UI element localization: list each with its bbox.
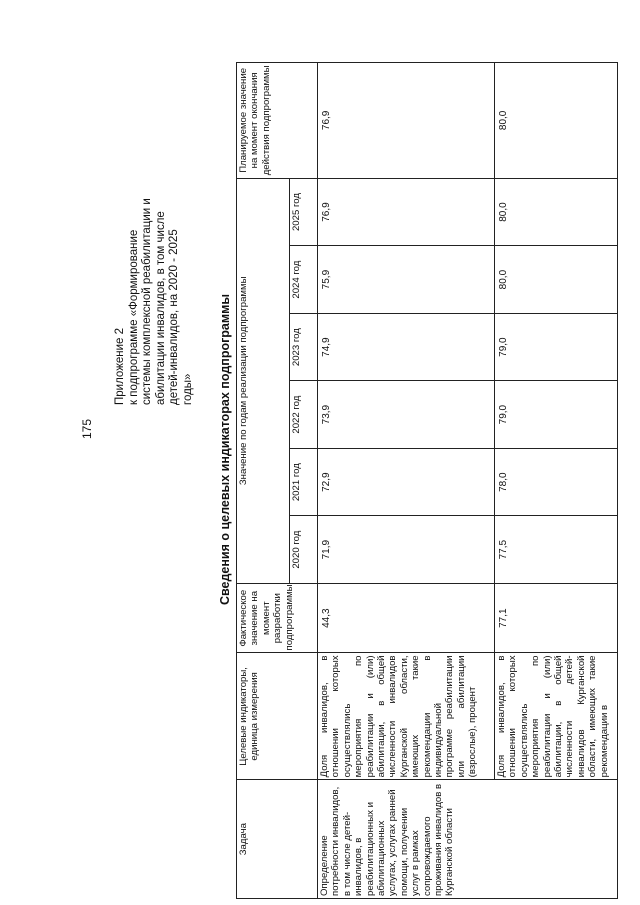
indicator-cell: Доля инвалидов, в отношении которых осуществлялись мероприятия по реабилитации и (или) абилитации, в общей численности инвалидов Курганской области, имеющих такие рекомендации в индивидуальной программе реабилитации или абилитации (взрослые), процент [318, 653, 495, 780]
year-value: 80,0 [495, 246, 618, 314]
appendix-line: годы» [181, 373, 194, 405]
header-year: 2021 год [290, 448, 318, 516]
appendix-line: системы комплексной реабилитации и [141, 198, 154, 405]
indicator-cell: Доля инвалидов, в отношении которых осуществлялись мероприятия по реабилитации и (или) абилитации, в общей численности детей-инвалидов Курганской области, имеющих такие рекомендации в [495, 653, 618, 780]
year-value: 79,0 [495, 313, 618, 381]
year-value: 71,9 [318, 516, 495, 584]
header-indicator: Целевые индикаторы, единица измерения [237, 653, 318, 780]
year-value: 77,5 [495, 516, 618, 584]
year-value: 76,9 [318, 178, 495, 246]
planned-value: 76,9 [318, 63, 495, 179]
appendix-caption [114, 175, 196, 405]
header-year: 2020 год [290, 516, 318, 584]
table-row [318, 63, 495, 899]
year-value: 79,0 [495, 381, 618, 449]
indicators-table [236, 62, 618, 899]
appendix-line: Приложение 2 [114, 327, 126, 405]
header-year: 2022 год [290, 381, 318, 449]
table-row [495, 63, 618, 899]
actual-value: 44,3 [318, 583, 495, 653]
actual-value: 77,1 [495, 583, 618, 653]
year-value: 74,9 [318, 313, 495, 381]
year-value: 80,0 [495, 178, 618, 246]
year-value: 75,9 [318, 246, 495, 314]
year-value: 72,9 [318, 448, 495, 516]
header-actual: Фактическое значение на момент разработки подпрограммы [237, 583, 318, 653]
table-header-row [237, 63, 290, 899]
year-value: 73,9 [318, 381, 495, 449]
document-title: Сведения о целевых индикаторах подпрограммы [218, 293, 232, 605]
header-years-group: Значение по годам реализации подпрограммы [237, 178, 290, 583]
header-year: 2025 год [290, 178, 318, 246]
appendix-line: детей-инвалидов, на 2020 - 2025 [168, 229, 181, 405]
header-task: Задача [237, 780, 318, 899]
header-year: 2024 год [290, 246, 318, 314]
page-number: 175 [80, 418, 94, 439]
appendix-line: к подпрограмме «Формирование [127, 229, 140, 405]
appendix-line: абилитации инвалидов, в том числе [154, 211, 167, 405]
task-cell: Определение потребности инвалидов, в том числе детей-инвалидов, в реабилитационных и абилитационных услугах, услугах ранней помощи, получении услуг в рамках сопровождаемого проживания инвалидов в Курганской области [318, 780, 618, 899]
planned-value: 80,0 [495, 63, 618, 179]
year-value: 78,0 [495, 448, 618, 516]
header-year: 2023 год [290, 313, 318, 381]
header-planned: Планируемое значение на момент окончания действия подпрограммы [237, 63, 318, 179]
